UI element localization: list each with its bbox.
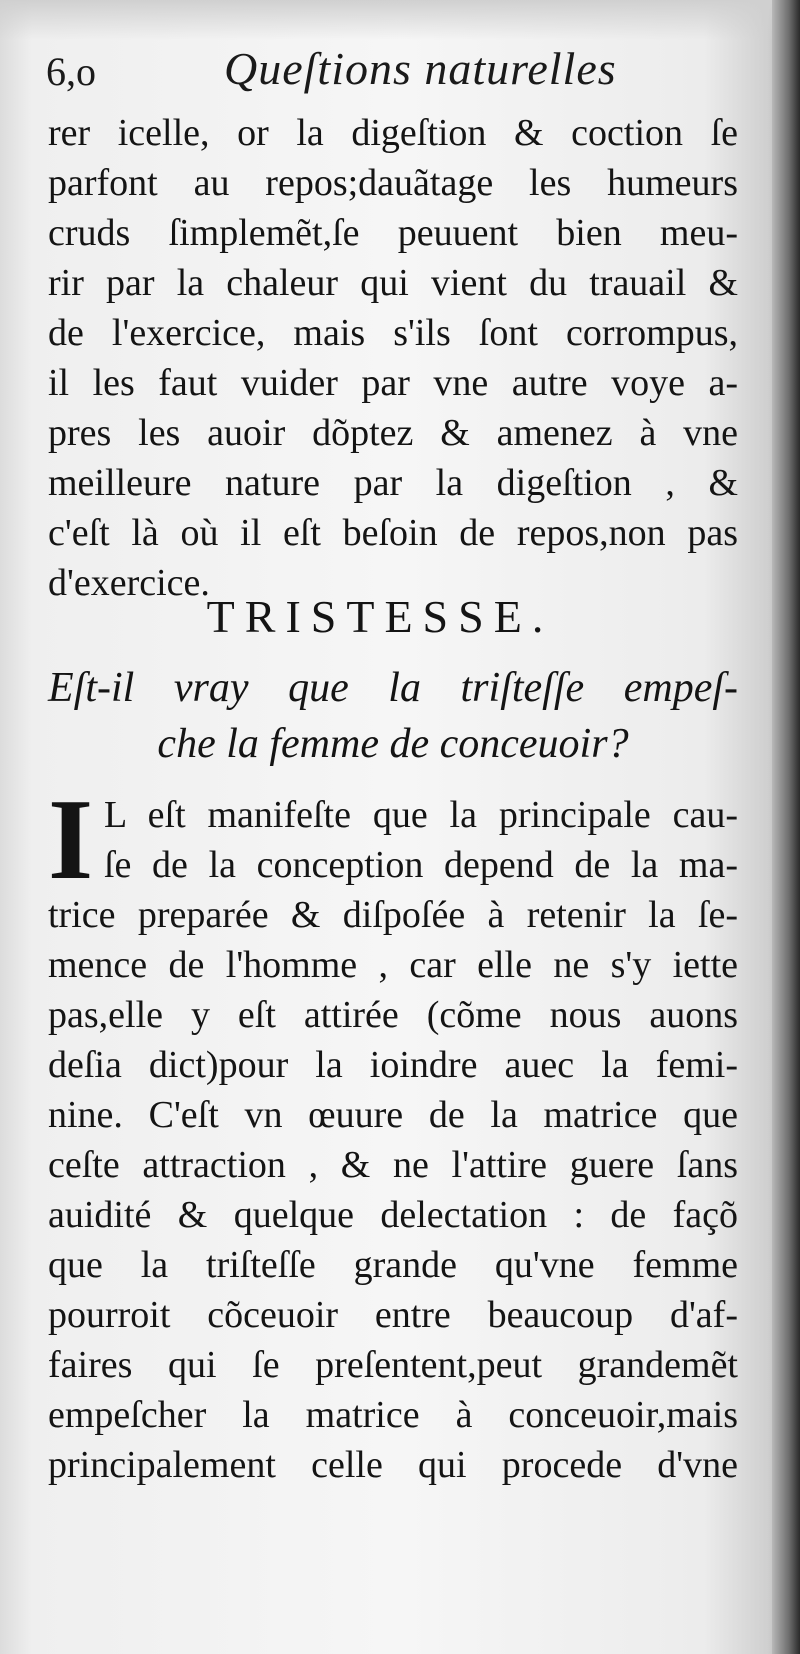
text-line: auidité & quelque delectation : de façõ (48, 1194, 738, 1236)
question-line: che la femme de conceuoir? (157, 721, 629, 767)
paragraph-1 (48, 108, 738, 608)
text-line: pas,elle y eſt attirée (cõme nous auons (48, 994, 738, 1036)
paragraph-2 (48, 776, 738, 1490)
text-line: L eſt manifeſte que la principale cau- (104, 794, 738, 836)
book-spine-shadow (772, 0, 800, 1654)
text-line: deſia dict)pour la ioindre auec la femi- (48, 1044, 738, 1086)
text-line: d'exercice. (48, 562, 210, 604)
text-line: rer icelle, or la digeſtion & coction ſe (48, 112, 738, 154)
text-line: il les faut vuider par vne autre voye a- (48, 362, 738, 404)
text-line: que la triſteſſe grande qu'vne femme (48, 1244, 738, 1286)
text-line: de l'exercice, mais s'ils ſont corrompus, (48, 312, 738, 354)
text-line: rir par la chaleur qui vient du trauail & (48, 262, 738, 304)
text-line: c'eſt là où il eſt beſoin de repos,non pas (48, 512, 738, 554)
text-line: pres les auoir dõptez & amenez à vne (48, 412, 738, 454)
text-line: parfont au repos;dauãtage les humeurs (48, 162, 738, 204)
section-heading: TRISTESSE. (206, 591, 554, 642)
text-line: mence de l'homme , car elle ne s'y iette (48, 944, 738, 986)
text-line: trice preparée & diſpoſée à retenir la ſe- (48, 894, 738, 936)
section-question (48, 660, 738, 772)
text-line: meilleure nature par la digeſtion , & (48, 462, 738, 504)
page-top-shadow (0, 0, 800, 40)
text-line: empeſcher la matrice à conceuoir,mais (48, 1394, 738, 1436)
text-line: pourroit cõceuoir entre beaucoup d'af- (48, 1294, 738, 1336)
text-line: principalement celle qui procede d'vne (48, 1444, 738, 1486)
text-line: nine. C'eſt vn œuure de la matrice que (48, 1094, 738, 1136)
page-number: 6,o (46, 49, 96, 94)
running-head: Queſtions naturelles (224, 43, 617, 94)
text-line: faires qui ſe preſentent,peut grandemẽt (48, 1344, 738, 1386)
text-line: cruds ſimplemẽt,ſe peuuent bien meu- (48, 212, 738, 254)
question-line: Eſt-il vray que la triſteſſe empeſ- (48, 665, 738, 711)
text-line: ceſte attraction , & ne l'attire guere ſans (48, 1144, 738, 1186)
page-header (46, 42, 746, 102)
text-line: ſe de la conception depend de la ma- (104, 844, 738, 886)
drop-cap: I (48, 776, 94, 904)
